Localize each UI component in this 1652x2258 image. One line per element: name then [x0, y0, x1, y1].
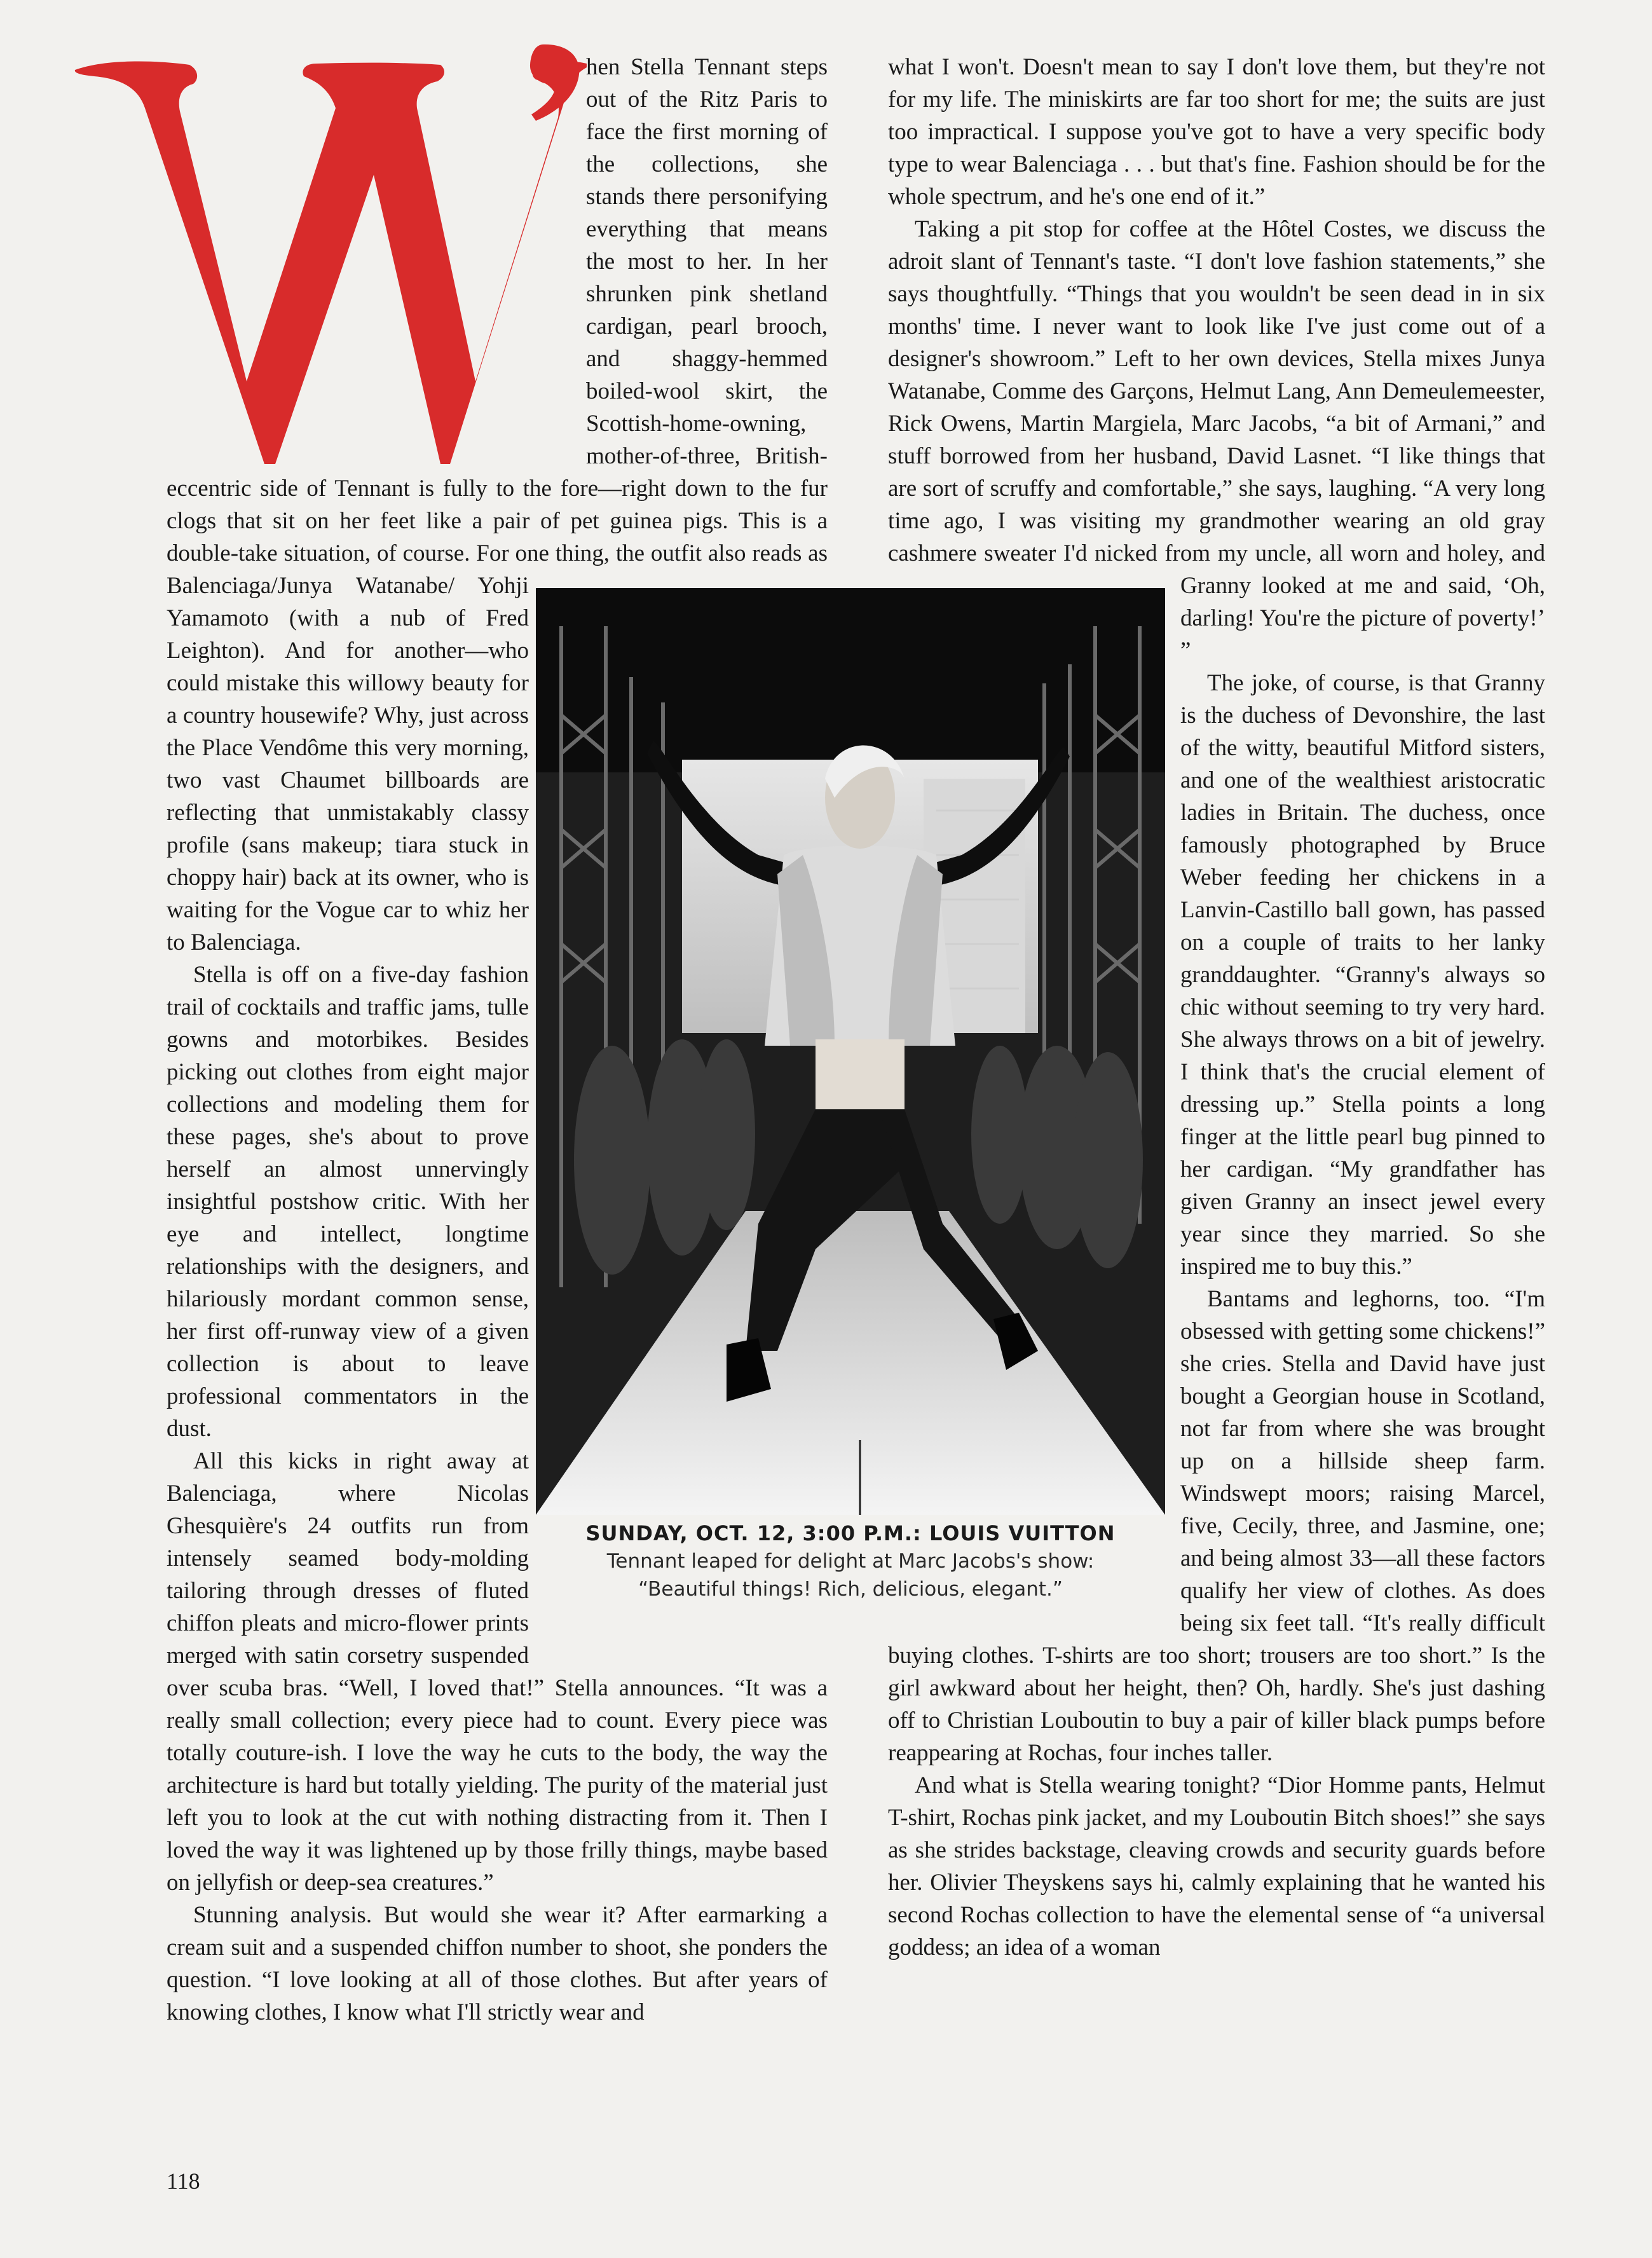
article-paragraph: Stella is off on a five-day fashion trail of cocktails and traffic jams, tulle gowns and motorbikes. Besides picking out clothes from eight major collections and modeling them for these pages, she's about to prove herself an almost unnervingly insightful postshow critic. With her eye and intellect, longtime relationships with the designers, and hilariously mordant common sense, her first off-runway view of a given collection is about to leave professional commentators in the dust.	[167, 962, 529, 1442]
caption-text-line-2: “Beautiful things! Rich, delicious, elegant.”	[638, 1578, 1063, 1601]
article-column-1	[167, 51, 828, 2029]
article-paragraph: Bantams and leghorns, too. “I'm obsessed with getting some chickens!” she cries. Stella and David have just bought a Georgian house in Scotland, not far from where she was brought up on a hillside sheep farm. Windswept moors; raising Marcel, five, Cecily, three, and Jasmine, one; and being almost 33—all these factors qualify her view of clothes. As does being six feet tall. “It's really difficult buying clothes. T-shirts are too short; trousers are too short.” Is the girl awkward about her height, then? Oh, hardly. She's just dashing off to Christian Louboutin to buy a pair of killer black pumps before reappearing at Rochas, four inches taller.	[888, 1286, 1545, 1766]
article-paragraph: what I won't. Doesn't mean to say I don't love them, but they're not for my life. The miniskirts are far too short for me; the suits are just too impractical. I suppose you've got to have a very specific body type to wear Balenciaga . . . but that's fine. Fashion should be for the whole spectrum, and he's one end of it.”	[888, 54, 1545, 210]
article-column-2	[888, 51, 1545, 1964]
page-number: 118	[167, 2168, 200, 2194]
photo-wrap-space-1	[529, 588, 828, 1656]
article-paragraph: The joke, of course, is that Granny is the duchess of Devonshire, the last of the witty, beautiful Mitford sisters, and one of the wealthiest aristocratic ladies in Britain. The duchess, once famously photographed by Bruce Weber feeding her chickens in a Lanvin-Castillo ball gown, has passed on a couple of traits to her lanky granddaughter. “Granny's always so chic without seeming to try very hard. She always throws on a bit of jewelry. I think that's the crucial element of dressing up.” Stella points a long finger at the little pearl bug pinned to her cardigan. “My grandfather has given Granny an insect jewel every year since they married. So she inspired me to buy this.”	[1180, 670, 1545, 1280]
article-paragraph: Stunning analysis. But would she wear it? After earmarking a cream suit and a suspended chiffon number to shoot, she ponders the question. “I love looking at all of those clothes. But after years of knowing clothes, I know what I'll strictly wear and	[167, 1902, 828, 2025]
caption-heading: SUNDAY, OCT. 12, 3:00 P.M.: LOUIS VUITTON	[585, 1521, 1116, 1545]
article-paragraph: All this kicks in right away at Balenciaga, where Nicolas Ghesquière's 24 outfits run from intensely seamed body-molding tailoring through dresses of fluted chiffon pleats and micro-flower prints merged with satin corsetry suspended over scuba bras. “Well, I loved that!” Stella announces. “It was a really small collection; every piece had to count. Every piece was totally couture-ish. I love the way he cuts to the body, the way the architecture is hard but totally yielding. The purity of the material just left you to look at the cut with nothing distracting from it. Then I loved the way it was lightened up by those frilly things, maybe based on jellyfish or deep-sea creatures.”	[167, 1448, 828, 1896]
article-paragraph: hen Stella Tennant steps out of the Ritz Paris to face the first morning of the collections, she stands there personifying everything that means the most to her. In her shrunken pink shetland cardigan, pearl brooch, and shaggy-hemmed boiled-wool skirt, the Scottish-home-owning, mother-of-three, British-eccentric side of Tennant is fully to the fore—right down to the fur clogs that sit on her feet like a pair of pet guinea pigs. This is a double-take situation, of course. For one thing, the outfit also reads as Balenciaga/Junya Watanabe/ Yohji Yamamoto (with a nub of Fred Leighton). And for another—who could mistake this willowy beauty for a country housewife? Why, just across the Place Vendôme this very morning, two vast Chaumet billboards are reflecting that unmistakably classy profile (sans makeup; tiara stuck in choppy hair) back at its owner, who is waiting for the Vogue car to whiz her to Balenciaga.	[167, 54, 828, 955]
photo-wrap-space-2	[888, 570, 1180, 1628]
article-paragraph: Taking a pit stop for coffee at the Hôtel Costes, we discuss the adroit slant of Tennant's taste. “I don't love fashion statements,” she says thoughtfully. “Things that you wouldn't be seen dead in in six months' time. I never want to look like I've just come out of a designer's showroom.” Left to her own devices, Stella mixes Junya Watanabe, Comme des Garçons, Helmut Lang, Ann Demeulemeester, Rick Owens, Martin Margiela, Marc Jacobs, “a bit of Armani,” and stuff borrowed from her husband, David Lasnet. “I like things that are sort of scruffy and comfortable,” she says, laughing. “A very long time ago, I was visiting my grandmother wearing an old gray cashmere sweater I'd nicked from my uncle, all worn and holey, and Granny looked at me and said, ‘Oh, darling! You're the picture of poverty!’ ”	[888, 216, 1545, 664]
caption-text-line-1: Tennant leaped for delight at Marc Jacobs's show:	[606, 1550, 1095, 1573]
dropcap-wrap-space	[154, 51, 586, 467]
article-paragraph: And what is Stella wearing tonight? “Dior Homme pants, Helmut T-shirt, Rochas pink jacket, and my Louboutin Bitch shoes!” she says as she strides backstage, cleaving crowds and security guards before her. Olivier Theyskens says hi, calmly explaining that he wanted his second Rochas collection to have the elemental sense of “a universal goddess; an idea of a woman	[888, 1772, 1545, 1960]
